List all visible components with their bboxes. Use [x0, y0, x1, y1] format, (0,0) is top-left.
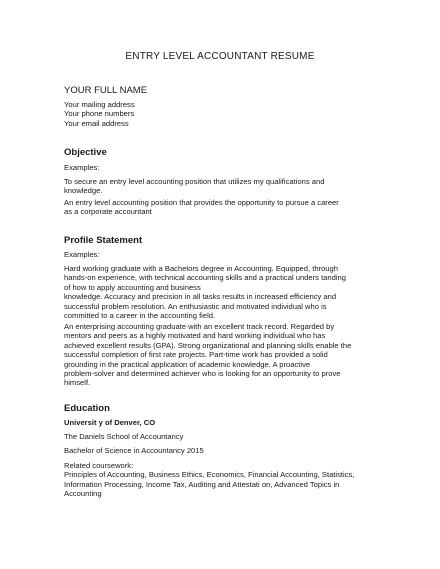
profile-line: Hard working graduate with a Bachelors degree in Accounting. Equipped, through	[64, 264, 338, 273]
profile-line: knowledge. Accuracy and precision in all tasks results in increased efficiency and	[64, 292, 337, 302]
objective-paragraph	[64, 198, 384, 217]
profile-paragraph	[64, 264, 384, 320]
contact-email: Your email address	[64, 118, 129, 128]
education-heading: Education	[64, 403, 110, 414]
profile-line: problem-solver and determined achiever who is looking for an opportunity to prove	[64, 369, 341, 379]
objective-line: as a corporate accountant	[64, 207, 152, 217]
profile-line: successful completion of first rate projects. Part-time work has provided a solid	[64, 350, 328, 360]
profile-paragraph	[64, 322, 384, 388]
coursework-line: Principles of Accounting, Business Ethics, Economics, Financial Accounting, Statistics,	[64, 470, 355, 480]
coursework-label: Related coursework:	[64, 461, 134, 470]
profile-line: of how to apply accounting and business	[64, 282, 201, 292]
objective-examples-label: Examples:	[64, 163, 100, 172]
coursework-line: Information Processing, Income Tax, Auditing and Attestati on, Advanced Topics in	[64, 479, 340, 489]
objective-line: To secure an entry level accounting position that utilizes my qualifications and	[64, 177, 325, 186]
profile-line: achieved excellent results (GPA). Strong organizational and planning skills enable the	[64, 340, 352, 350]
objective-paragraph	[64, 177, 384, 196]
objective-line: knowledge.	[64, 186, 103, 196]
education-school: The Daniels School of Accountancy	[64, 432, 184, 441]
contact-phone: Your phone numbers	[64, 109, 135, 119]
profile-line: successful problem resolution. An enthusiastic and motivated individual who is	[64, 301, 327, 311]
profile-line: committed to a career in the accounting field.	[64, 311, 216, 321]
profile-line: An enterprising accounting graduate with an excellent track record. Regarded by	[64, 322, 335, 331]
contact-block	[64, 100, 384, 128]
coursework-line: Accounting	[64, 489, 102, 499]
education-degree: Bachelor of Science in Accountancy 2015	[64, 446, 204, 455]
profile-examples-label: Examples:	[64, 250, 100, 259]
contact-address: Your mailing address	[64, 100, 135, 109]
profile-line: himself.	[64, 378, 91, 388]
objective-heading: Objective	[64, 147, 107, 158]
education-coursework	[64, 461, 384, 499]
education-university: Universit y of Denver, CO	[64, 418, 156, 427]
profile-line: grounding in the practical application of academic knowledge. A proactive	[64, 359, 311, 369]
resume-title: ENTRY LEVEL ACCOUNTANT RESUME	[125, 51, 315, 62]
profile-line: hands-on experience, with technical accounting skills and a practical unders tanding	[64, 273, 346, 283]
full-name: YOUR FULL NAME	[64, 85, 148, 96]
objective-line: An entry level accounting position that provides the opportunity to pursue a career	[64, 198, 339, 207]
profile-line: mentors and peers as a highly motivated and hard working individual who has	[64, 331, 326, 341]
profile-heading: Profile Statement	[64, 235, 143, 246]
